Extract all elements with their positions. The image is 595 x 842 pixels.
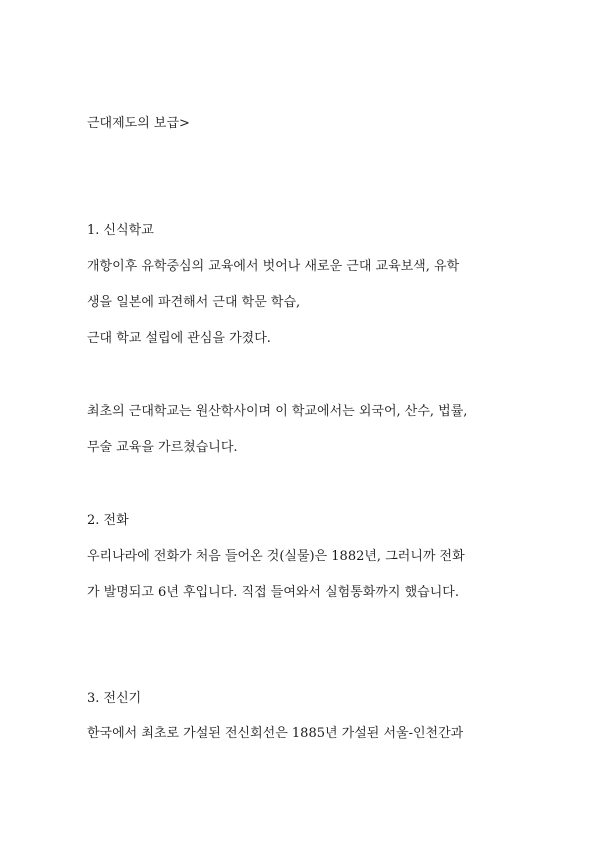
- paragraph-line: 생을 일본에 파견해서 근대 학문 학습,: [87, 295, 301, 310]
- section-heading-telephone: 2. 전화: [87, 513, 129, 528]
- paragraph-line: 근대 학교 설립에 관심을 가졌다.: [87, 331, 271, 346]
- paragraph-line: 가 발명되고 6년 후입니다. 직접 들여와서 실험통화까지 했습니다.: [87, 585, 459, 600]
- section-heading-schools: 1. 신식학교: [87, 223, 154, 238]
- paragraph-line: 한국에서 최초로 가설된 전신회선은 1885년 가설된 서울-인천간과: [87, 726, 464, 741]
- section-heading-telegraph: 3. 전신기: [87, 691, 142, 706]
- paragraph-line: 최초의 근대학교는 원산학사이며 이 학교에서는 외국어, 산수, 법률,: [87, 404, 468, 419]
- paragraph-line: 우리나라에 전화가 처음 들어온 것(실물)은 1882년, 그러니까 전화: [87, 549, 465, 564]
- paragraph-line: 개항이후 유학중심의 교육에서 벗어나 새로운 근대 교육보색, 유학: [87, 259, 460, 274]
- paragraph-line: 무술 교육을 가르쳤습니다.: [87, 440, 238, 455]
- document-title: 근대제도의 보급>: [87, 116, 190, 131]
